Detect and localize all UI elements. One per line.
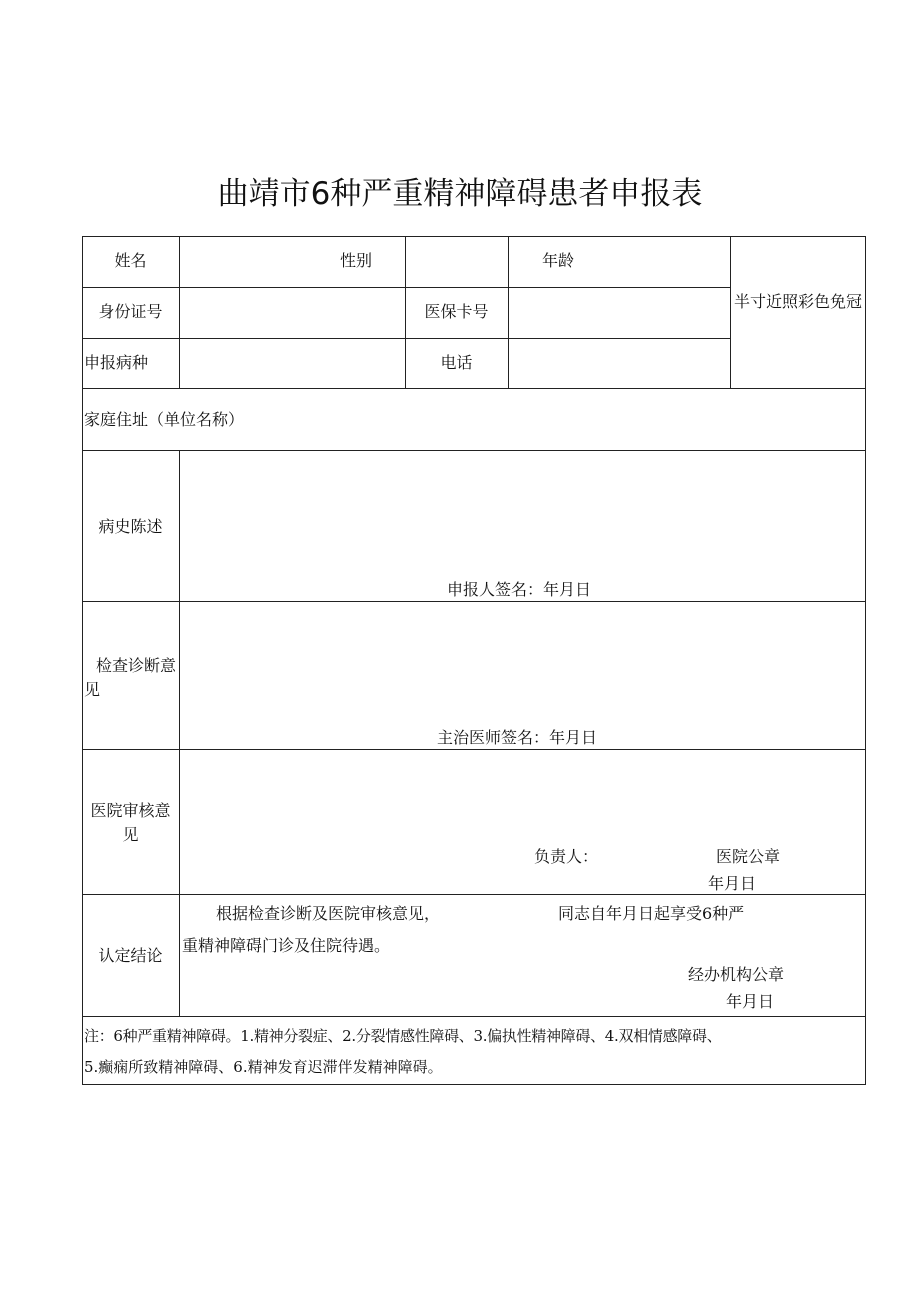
hospital-seal-label: 医院公章 (716, 847, 781, 866)
agency-seal-label: 经办机构公章 (688, 965, 785, 984)
hospital-review-label: 医院审核意见 (90, 801, 171, 844)
insurance-card-label: 医保卡号 (424, 302, 489, 321)
form-title: 曲靖市6种严重精神障碍患者申报表 (217, 176, 703, 212)
table-border-top (82, 236, 866, 237)
responsible-person-label: 负责人： (534, 847, 599, 866)
column-divider (730, 236, 731, 388)
disease-label: 申报病种 (84, 353, 149, 372)
id-number-label: 身份证号 (98, 302, 163, 321)
row-divider (82, 450, 866, 451)
conclusion-text-line-2: 重精神障碍门诊及住院待遇。 (182, 936, 391, 955)
note-line-1: 注：6种严重精神障碍。1.精神分裂症、2.分裂情感性障碍、3.偏执性精神障碍、4.双相情感障碍、 (84, 1027, 722, 1045)
address-label: 家庭住址（单位名称） (84, 410, 245, 429)
agency-date-label: 年月日 (726, 992, 775, 1011)
history-label: 病史陈述 (98, 517, 163, 536)
gender-label: 性别 (340, 251, 373, 270)
doctor-signature-line: 主治医师签名：年月日 (437, 728, 598, 747)
phone-label: 电话 (440, 353, 473, 372)
applicant-signature-line: 申报人签名：年月日 (447, 580, 592, 599)
diagnosis-label: 检查诊断意见 (84, 656, 177, 699)
conclusion-text-part-2: 同志自年月日起享受6种严 (558, 904, 745, 923)
application-form-table (82, 236, 866, 1085)
table-border-bottom (82, 1084, 866, 1085)
hospital-date-label: 年月日 (708, 874, 757, 893)
name-label: 姓名 (114, 251, 147, 270)
table-border-right (865, 236, 866, 1085)
note-line-2: 5.癫痫所致精神障碍、6.精神发育迟滞伴发精神障碍。 (84, 1058, 443, 1076)
row-divider (82, 388, 866, 389)
column-divider (179, 450, 180, 1016)
age-label: 年龄 (542, 251, 575, 270)
photo-placeholder-label: 半寸近照彩色免冠 (734, 292, 863, 311)
conclusion-text-part-1: 根据检查诊断及医院审核意见， (216, 904, 441, 923)
row-divider (82, 1016, 866, 1017)
column-divider (508, 236, 509, 388)
conclusion-label: 认定结论 (98, 946, 163, 965)
column-divider (179, 236, 180, 388)
